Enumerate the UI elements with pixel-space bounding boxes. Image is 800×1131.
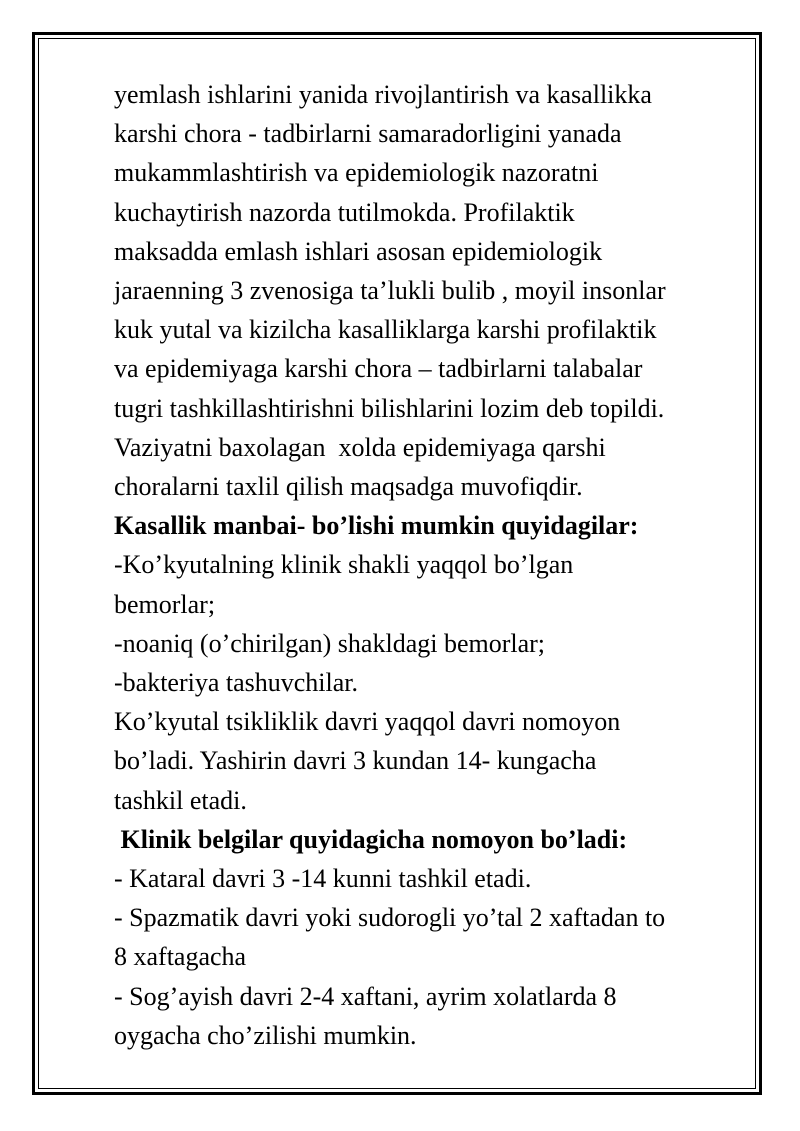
section-heading: Klinik belgilar quyidagicha nomoyon bo’ladi: (114, 824, 628, 854)
document-body (114, 75, 754, 1055)
text-line: choralarni taxlil qilish maqsadga muvofiqdir. (114, 472, 583, 502)
text-line: kuk yutal va kizilcha kasalliklarga karshi profilaktik (114, 315, 657, 345)
list-item: -bakteriya tashuvchilar. (114, 668, 359, 698)
text-line: yemlash ishlarini yanida rivojlantirish va kasallikka (114, 80, 652, 109)
text-line: jaraenning 3 zvenosiga ta’lukli bulib , moyil insonlar (114, 276, 666, 306)
text-line: tugri tashkillashtirishni bilishlarini lozim deb topildi. (114, 393, 665, 423)
text-line: va epidemiyaga karshi chora – tadbirlarni talabalar (114, 354, 643, 384)
list-item-continuation: 8 xaftagacha (114, 942, 247, 972)
list-item-continuation: oygacha cho’zilishi mumkin. (114, 1020, 417, 1050)
text-line: Vaziyatni baxolagan xolda epidemiyaga qarshi (114, 432, 606, 462)
text-line: Ko’kyutal tsikliklik davri yaqqol davri nomoyon (114, 707, 621, 737)
list-item: - Spazmatik davri yoki sudorogli yo’tal 2 xaftadan to (114, 903, 666, 933)
section-heading: Kasallik manbai- bo’lishi mumkin quyidagilar: (114, 511, 639, 541)
text-line: kuchaytirish nazorda tutilmokda. Profilaktik (114, 197, 575, 227)
list-item: - Sog’ayish davri 2-4 xaftani, ayrim xolatlarda 8 (114, 981, 617, 1011)
text-line: tashkil etadi. (114, 785, 247, 815)
list-item-continuation: bemorlar; (114, 589, 216, 619)
list-item: -Ko’kyutalning klinik shakli yaqqol bo’lgan (114, 550, 574, 580)
text-line: maksadda emlash ishlari asosan epidemiologik (114, 236, 603, 266)
text-line: karshi chora - tadbirlarni samaradorligini yanada (114, 119, 622, 149)
text-line: bo’ladi. Yashirin davri 3 kundan 14- kungacha (114, 746, 597, 776)
list-item: - Kataral davri 3 -14 kunni tashkil etadi. (114, 864, 532, 894)
text-line: mukammlashtirish va epidemiologik nazoratni (114, 158, 599, 188)
list-item: -noaniq (o’chirilgan) shakldagi bemorlar; (114, 628, 546, 658)
